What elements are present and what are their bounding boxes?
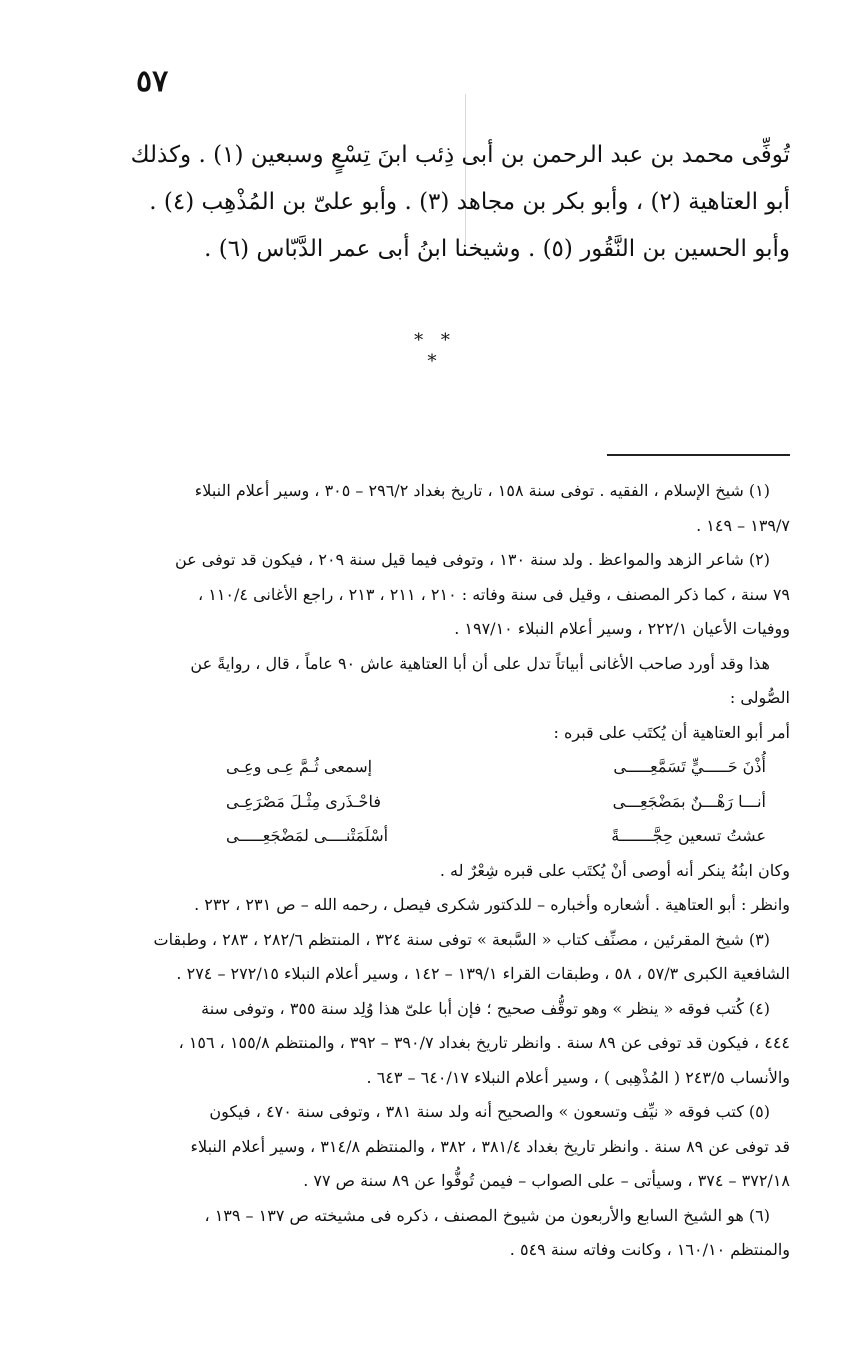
- footnote-line: (٦) هو الشيخ السابع والأربعون من شيوخ المصنف ، ذكره فى مشيخته ص ١٣٧ – ١٣٩ ،: [204, 1205, 770, 1225]
- page-number: ٥٧: [136, 64, 169, 99]
- poem-verse: [226, 785, 766, 820]
- footnotes: [95, 474, 790, 1268]
- footnote-line: ٤٤٤ ، فيكون قد توفى عن ٨٩ سنة . وانظر تاريخ بغداد ٣٩٠/٧ – ٣٩٢ ، والمنتظم ١٥٥/٨ ، ١٥٦ ،: [178, 1033, 790, 1052]
- footnote-line: (٥) كتب فوقه « نيِّف وتسعون » والصحيح أنه ولد سنة ٣٨١ ، وتوفى سنة ٤٧٠ ، فيكون: [209, 1102, 770, 1121]
- verse-second-hemistich: إسمعى ثُـمَّ عِـى وعِـى: [226, 757, 373, 776]
- footnote-line: والأنساب ٢٤٣/٥ ( المُذْهِبى ) ، وسير أعلام النبلاء ٦٤٠/١٧ – ٦٤٣ .: [366, 1067, 790, 1087]
- verse-second-hemistich: فاحْـذَرى مِثْـلَ مَصْرَعِـى: [226, 791, 381, 811]
- main-text: [100, 132, 790, 273]
- footnote-line: الشافعية الكبرى ٥٧/٣ ، ٥٨ ، وطبقات القراء ١٣٩/١ – ١٤٢ ، وسير أعلام النبلاء ٢٧٢/١٥ – ٢٧٤ .: [176, 964, 790, 983]
- main-text-line: وأبو الحسين بن النَّقُور (٥) . وشيخنا ابنُ أبى عمر الدَّبّاس (٦) .: [204, 236, 790, 262]
- verse-second-hemistich: أسْلَمَتْنــــى لمَضْجَعِـــــى: [226, 826, 389, 845]
- poem-verse: [226, 819, 766, 854]
- footnote-line: (٤) كُتب فوقه « ينظر » وهو توقُّف صحيح ؛ فإن أبا علىّ هذا وُلِد سنة ٣٥٥ ، وتوفى سنة: [201, 998, 770, 1018]
- footnote-line: ٣٧٢/١٨ – ٣٧٤ ، وسيأتى – على الصواب – فيمن تُوفُّوا عن ٨٩ سنة ص ٧٧ .: [303, 1171, 790, 1190]
- footnote-line: (٢) شاعر الزهد والمواعظ . ولد سنة ١٣٠ ، وتوفى فيما قيل سنة ٢٠٩ ، فيكون قد توفى عن: [174, 550, 770, 569]
- footnote-line: وكان ابنُهُ ينكر أنه أوصى أنْ يُكتَب على قبره شِعْرٌ له .: [439, 860, 790, 880]
- footnote-line: أمر أبو العتاهية أن يُكتَب على قبره :: [553, 722, 790, 742]
- verse-first-hemistich: أنـــا رَهْـــنٌ بمَضْجَعِـــى: [612, 791, 766, 811]
- main-text-line: تُوفِّى محمد بن عبد الرحمن بن أبى ذِئب ابنَ تِسْعٍ وسبعين (١) . وكذلك: [130, 142, 790, 168]
- footnote-line: والمنتظم ١٦٠/١٠ ، وكانت وفاته سنة ٥٤٩ .: [509, 1240, 790, 1259]
- footnote-line: ووفيات الأعيان ٢٢٢/١ ، وسير أعلام النبلاء ١٩٧/١٠ .: [454, 619, 790, 638]
- footnote-line: وانظر : أبو العتاهية . أشعاره وأخباره – للدكتور شكرى فيصل ، رحمه الله – ص ٢٣١ ، ٢٣٢ .: [194, 895, 790, 914]
- main-text-line: أبو العتاهية (٢) ، وأبو بكر بن مجاهد (٣) . وأبو علىّ بن المُذْهِب (٤) .: [149, 189, 790, 215]
- footnote-line: (٣) شيخ المقرئين ، مصنِّف كتاب « السَّبعة » توفى سنة ٣٢٤ ، المنتظم ٢٨٢/٦ ، ٢٨٣ ، وطبقات: [153, 929, 770, 949]
- poem-verse: [226, 750, 766, 785]
- footnote-rule: [607, 454, 790, 456]
- verse-first-hemistich: أُذْنَ حَـــــيٍّ تَسَمَّعِـــــى: [613, 757, 766, 776]
- footnote-line: ١٣٩/٧ – ١٤٩ .: [696, 515, 790, 535]
- section-separator: * * *: [414, 330, 456, 372]
- footnote-line: قد توفى عن ٨٩ سنة . وانظر تاريخ بغداد ٣٨١/٤ ، ٣٨٢ ، والمنتظم ٣١٤/٨ ، وسير أعلام النبلاء: [190, 1136, 790, 1156]
- footnote-line: هذا وقد أورد صاحب الأغانى أبياتاً تدل على أن أبا العتاهية عاش ٩٠ عاماً ، قال ، روايةً عن: [190, 653, 770, 673]
- footnote-line: (١) شيخ الإسلام ، الفقيه . توفى سنة ١٥٨ ، تاريخ بغداد ٢٩٦/٢ – ٣٠٥ ، وسير أعلام النبلاء: [194, 481, 770, 500]
- verse-first-hemistich: عشتُ تسعين حِجَّـــــــةً: [611, 826, 766, 845]
- footnote-line: ٧٩ سنة ، كما ذكر المصنف ، وقيل فى سنة وفاته : ٢١٠ ، ٢١١ ، ٢١٣ ، راجع الأغانى ١١٠/٤ ،: [197, 584, 790, 604]
- footnote-line: الصُّولى :: [729, 688, 790, 707]
